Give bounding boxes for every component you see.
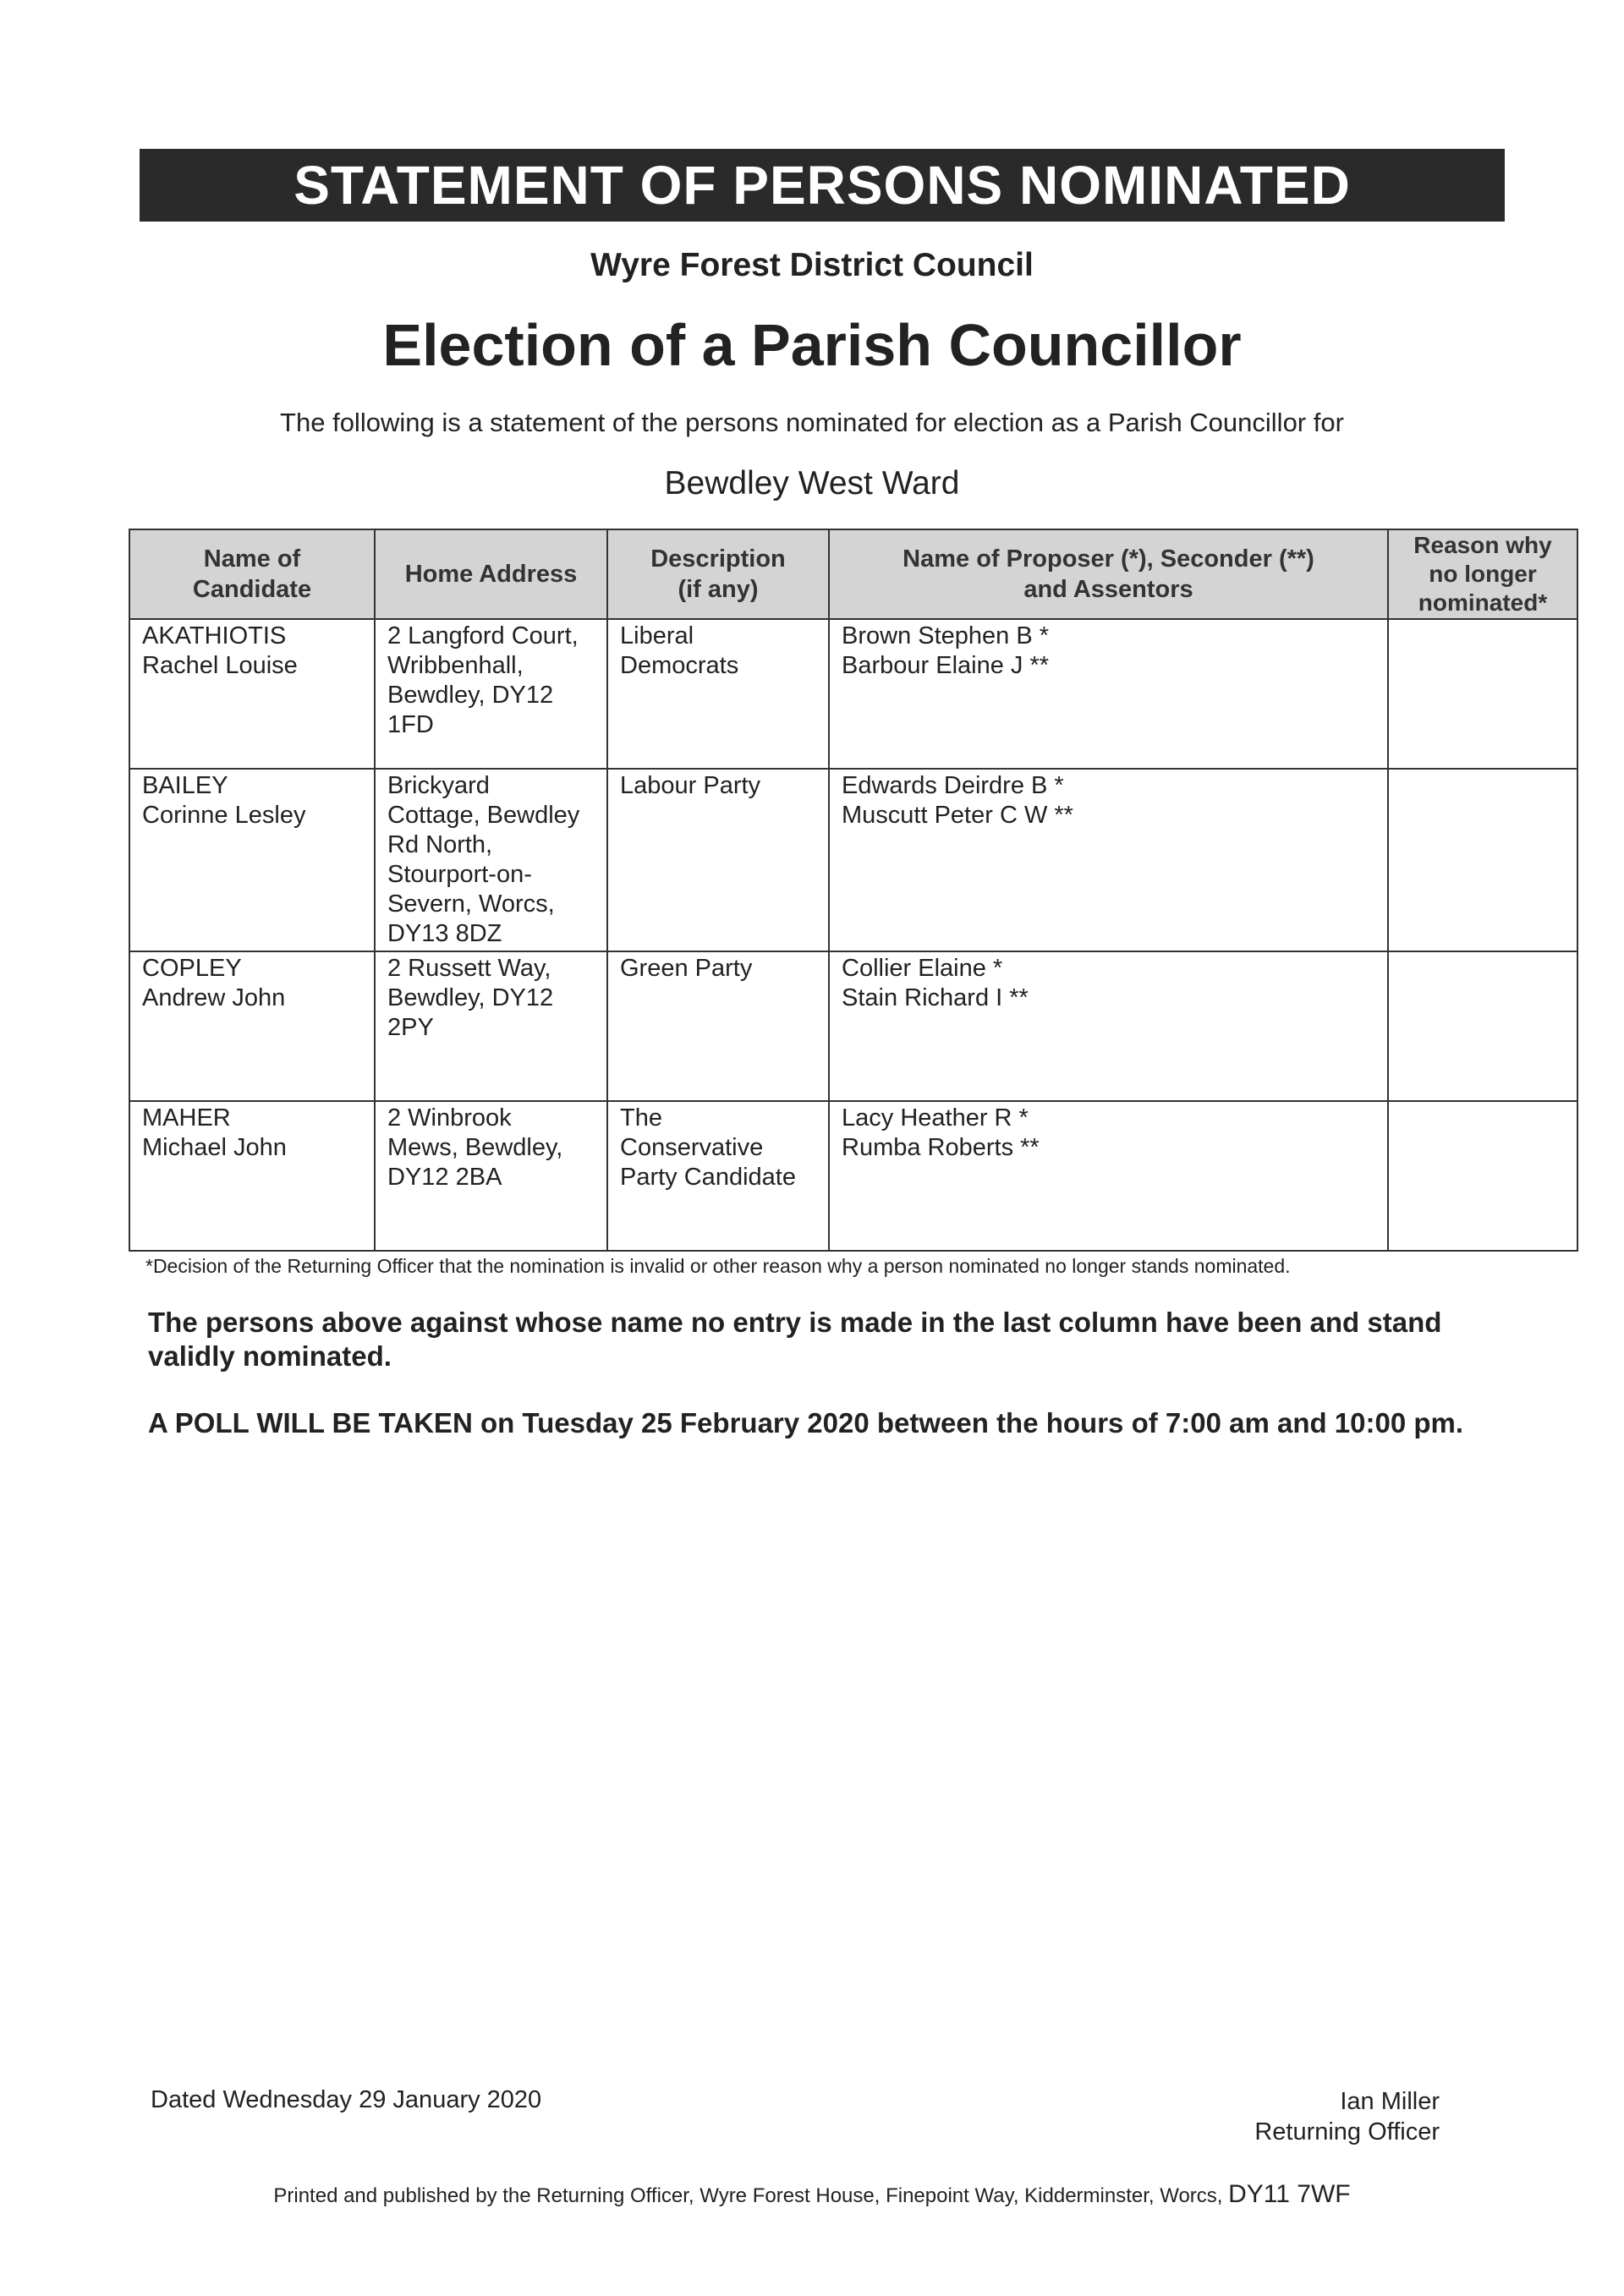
table-row	[129, 951, 1577, 1101]
header-proposer: Name of Proposer (*), Seconder (**) and Assentors	[829, 529, 1388, 619]
candidate-description: Labour Party	[607, 769, 829, 951]
candidate-description: Liberal Democrats	[607, 619, 829, 769]
returning-officer-block	[1254, 2086, 1440, 2147]
ward-name: Bewdley West Ward	[664, 465, 960, 501]
candidate-proposer: Lacy Heather R * Rumba Roberts **	[829, 1101, 1388, 1251]
candidate-proposer: Brown Stephen B * Barbour Elaine J **	[829, 619, 1388, 769]
intro-text: The following is a statement of the persons nominated for election as a Parish Councillor for	[280, 408, 1344, 437]
table-header-row	[129, 529, 1577, 619]
header-description: Description (if any)	[607, 529, 829, 619]
candidate-address: 2 Langford Court, Wribbenhall, Bewdley, DY12 1FD	[375, 619, 607, 769]
candidate-name: MAHER Michael John	[129, 1101, 375, 1251]
imprint-postcode: DY11 7WF	[1228, 2180, 1351, 2208]
candidate-description: The Conservative Party Candidate	[607, 1101, 829, 1251]
candidate-proposer: Edwards Deirdre B * Muscutt Peter C W **	[829, 769, 1388, 951]
officer-name: Ian Miller	[1340, 2088, 1440, 2115]
candidate-reason	[1388, 769, 1577, 951]
candidate-reason	[1388, 619, 1577, 769]
candidate-name: AKATHIOTIS Rachel Louise	[129, 619, 375, 769]
imprint-text: Printed and published by the Returning Officer, Wyre Forest House, Finepoint Way, Kidderminster, Worcs,	[273, 2184, 1223, 2207]
candidate-address: Brickyard Cottage, Bewdley Rd North, Stourport-on- Severn, Worcs, DY13 8DZ	[375, 769, 607, 951]
statement-banner: STATEMENT OF PERSONS NOMINATED	[140, 149, 1505, 222]
validity-statement: The persons above against whose name no entry is made in the last column have been and stand validly nominated.	[148, 1307, 1442, 1372]
candidate-name: COPLEY Andrew John	[129, 951, 375, 1101]
table-footnote: *Decision of the Returning Officer that the nomination is invalid or other reason why a person nominated no longer stands nominated.	[145, 1255, 1291, 1277]
candidate-address: 2 Winbrook Mews, Bewdley, DY12 2BA	[375, 1101, 607, 1251]
election-title: Election of a Parish Councillor	[382, 312, 1242, 378]
poll-statement: A POLL WILL BE TAKEN on Tuesday 25 February 2020 between the hours of 7:00 am and 10:00 pm.	[148, 1407, 1464, 1438]
table-row	[129, 1101, 1577, 1251]
date-line: Dated Wednesday 29 January 2020	[151, 2086, 542, 2113]
candidate-address: 2 Russett Way, Bewdley, DY12 2PY	[375, 951, 607, 1101]
officer-title: Returning Officer	[1254, 2118, 1440, 2145]
candidate-reason	[1388, 951, 1577, 1101]
candidate-name: BAILEY Corinne Lesley	[129, 769, 375, 951]
header-reason: Reason why no longer nominated*	[1388, 529, 1577, 619]
candidate-proposer: Collier Elaine * Stain Richard I **	[829, 951, 1388, 1101]
header-name: Name of Candidate	[129, 529, 375, 619]
council-name: Wyre Forest District Council	[590, 247, 1034, 283]
table-row	[129, 769, 1577, 951]
candidate-description: Green Party	[607, 951, 829, 1101]
candidate-reason	[1388, 1101, 1577, 1251]
imprint	[0, 2180, 1624, 2209]
nominations-table	[129, 529, 1578, 1252]
table-row	[129, 619, 1577, 769]
header-address: Home Address	[375, 529, 607, 619]
